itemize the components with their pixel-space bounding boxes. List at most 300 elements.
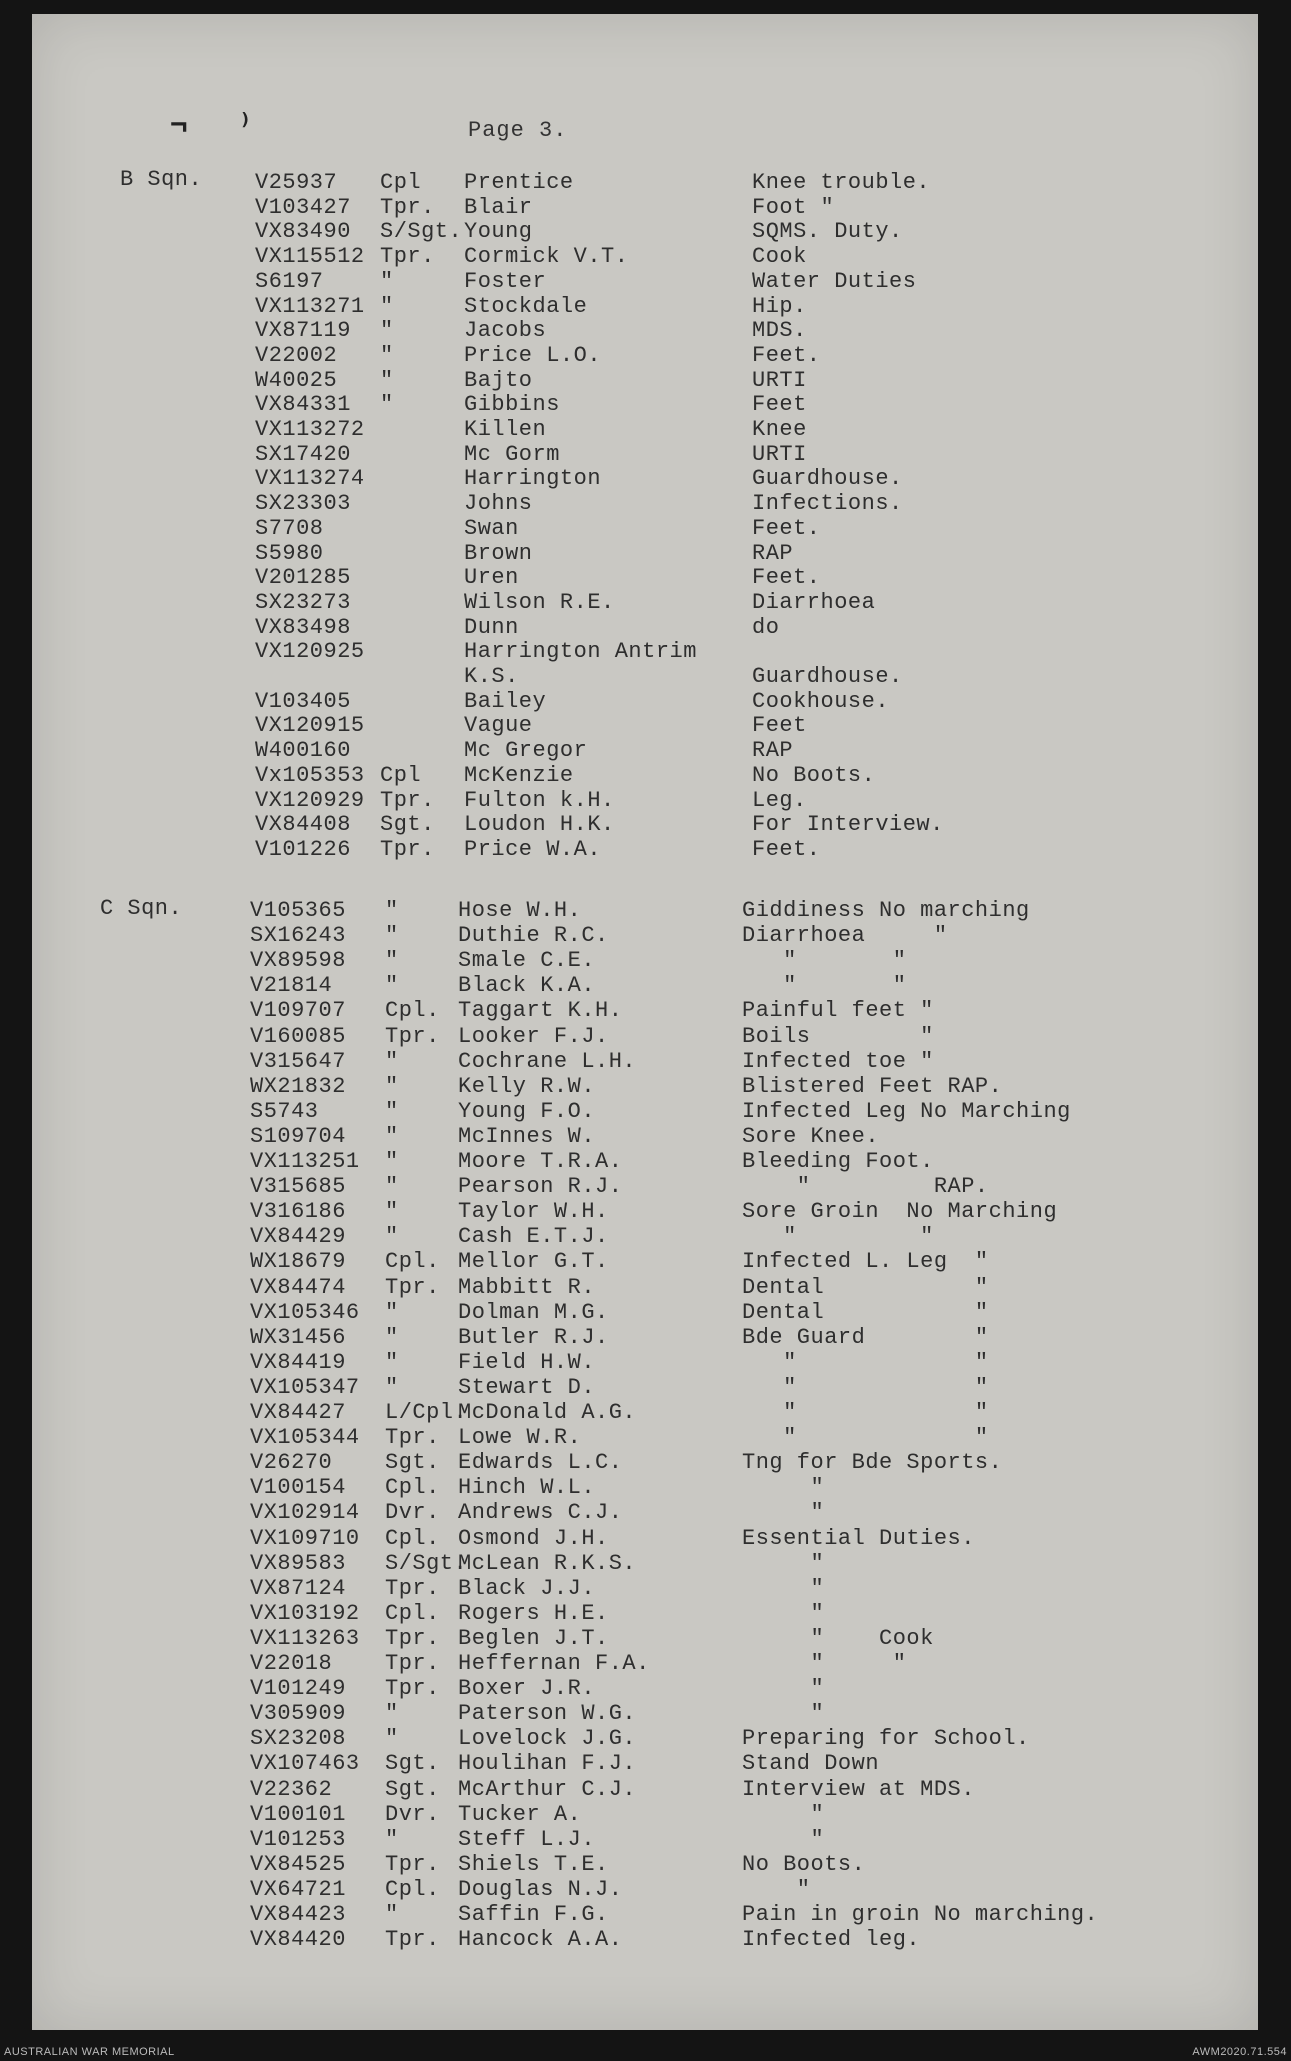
name: Duthie R.C.: [458, 923, 609, 949]
c-sqn-label: C Sqn.: [100, 896, 183, 921]
name: K.S.: [464, 664, 519, 689]
rank: Cpl: [380, 762, 422, 788]
reason: Boils ": [742, 1023, 934, 1049]
record-row: [0, 1526, 1291, 1552]
record-row: [0, 1551, 1291, 1577]
reason: ": [742, 1475, 825, 1501]
reason: RAP: [752, 738, 794, 764]
rank: Dvr.: [385, 1801, 440, 1827]
name: Mc Gorm: [464, 441, 560, 467]
reason: Bleeding Foot.: [742, 1149, 934, 1174]
service-number: V316186: [250, 1199, 346, 1225]
rank: Sgt.: [385, 1776, 440, 1802]
page-title: Page 3.: [468, 118, 568, 143]
reason: " ": [742, 1425, 989, 1451]
reason: Pain in groin No marching.: [742, 1902, 1099, 1927]
reason: Painful feet ": [742, 998, 934, 1024]
record-row: [0, 639, 1291, 665]
name: Moore T.R.A.: [458, 1149, 623, 1174]
service-number: SX23208: [250, 1726, 346, 1752]
b-sqn-label: B Sqn.: [120, 167, 203, 192]
service-number: V100101: [250, 1801, 346, 1827]
reason: Infected toe ": [742, 1048, 934, 1074]
name: Andrews C.J.: [458, 1500, 623, 1526]
service-number: W40025: [255, 367, 338, 393]
record-row: [0, 219, 1291, 245]
record-row: [0, 466, 1291, 492]
name: Steff L.J.: [458, 1826, 596, 1852]
rank: Sgt.: [385, 1450, 440, 1476]
name: Cormick V.T.: [464, 244, 629, 270]
name: Vague: [464, 713, 533, 739]
rank: Cpl.: [385, 1876, 440, 1902]
rank: ": [380, 367, 394, 393]
name: Heffernan F.A.: [458, 1651, 650, 1676]
reason: No Boots.: [752, 762, 876, 788]
record-row: [0, 1375, 1291, 1401]
name: Cochrane L.H.: [458, 1048, 637, 1074]
rank: ": [385, 1149, 399, 1174]
service-number: SX17420: [255, 441, 351, 467]
service-number: VX84419: [250, 1349, 346, 1375]
record-row: [0, 392, 1291, 418]
service-number: VX84427: [250, 1400, 346, 1425]
name: Bailey: [464, 688, 547, 714]
service-number: VX120925: [255, 639, 365, 665]
service-number: VX64721: [250, 1876, 346, 1902]
reason: No Boots.: [742, 1851, 866, 1877]
name: Butler R.J.: [458, 1324, 609, 1350]
record-row: [0, 763, 1291, 789]
ink-mark-right: ⁾: [236, 111, 255, 145]
name: Taylor W.H.: [458, 1199, 609, 1225]
service-number: V101253: [250, 1826, 346, 1852]
record-row: [0, 1626, 1291, 1652]
record-row: [0, 343, 1291, 369]
service-number: V101249: [250, 1676, 346, 1702]
rank: L/Cpl.: [385, 1400, 468, 1425]
name: Mc Gregor: [464, 738, 588, 764]
reason: Stand Down: [742, 1751, 880, 1777]
record-row: [0, 1224, 1291, 1250]
record-row: [0, 442, 1291, 468]
record-row: [0, 1475, 1291, 1501]
rank: ": [385, 1902, 399, 1927]
record-row: [0, 294, 1291, 320]
record-row: [0, 1802, 1291, 1828]
reason: Cook: [752, 244, 807, 270]
record-row: [0, 1576, 1291, 1602]
name: Price W.A.: [464, 836, 602, 862]
reason: ": [742, 1801, 825, 1827]
rank: Tpr.: [385, 1851, 440, 1877]
record-row: [0, 368, 1291, 394]
service-number: VX113251: [250, 1149, 360, 1174]
name: McLean R.K.S.: [458, 1550, 637, 1576]
record-row: [0, 1325, 1291, 1351]
name: Paterson W.G.: [458, 1701, 637, 1727]
record-row: [0, 1300, 1291, 1326]
service-number: VX105346: [250, 1299, 360, 1325]
record-row: [0, 998, 1291, 1024]
name: Stewart D.: [458, 1374, 596, 1400]
rank: ": [385, 1048, 399, 1074]
record-row: [0, 318, 1291, 344]
name: Field H.W.: [458, 1349, 596, 1375]
record-row: [0, 788, 1291, 814]
record-row: [0, 1777, 1291, 1803]
name: Stockdale: [464, 293, 588, 319]
record-row: [0, 417, 1291, 443]
reason: For Interview.: [752, 812, 944, 838]
name: Tucker A.: [458, 1801, 582, 1827]
name: Foster: [464, 268, 547, 294]
service-number: VX102914: [250, 1500, 360, 1526]
service-number: SX23273: [255, 589, 351, 615]
rank: Tpr.: [385, 1274, 440, 1300]
record-row: [0, 1425, 1291, 1451]
service-number: V201285: [255, 565, 351, 591]
reason: " ": [742, 1374, 989, 1400]
name: Killen: [464, 417, 547, 442]
name: Looker F.J.: [458, 1023, 609, 1049]
reason: " ": [742, 1651, 907, 1676]
rank: Tpr.: [380, 836, 435, 862]
service-number: VX120929: [255, 787, 365, 813]
service-number: S109704: [250, 1123, 346, 1149]
service-number: VX89598: [250, 948, 346, 974]
record-row: [0, 1275, 1291, 1301]
name: Blair: [464, 194, 533, 220]
reason: Infections.: [752, 491, 903, 517]
service-number: VX84429: [250, 1224, 346, 1250]
rank: ": [380, 268, 394, 294]
reason: Diarrhoea ": [742, 923, 948, 949]
record-row: [0, 1149, 1291, 1175]
reason: Essential Duties.: [742, 1525, 975, 1551]
service-number: W400160: [255, 738, 351, 764]
footer-right: AWM2020.71.554: [1192, 2046, 1287, 2058]
service-number: WX18679: [250, 1249, 346, 1275]
record-row: [0, 491, 1291, 517]
name: Bajto: [464, 367, 533, 393]
record-row: [0, 565, 1291, 591]
name: McDonald A.G.: [458, 1400, 637, 1425]
service-number: V22002: [255, 342, 338, 368]
rank: ": [385, 1199, 399, 1225]
name: Wilson R.E.: [464, 589, 615, 615]
reason: ": [742, 1500, 825, 1526]
reason: Interview at MDS.: [742, 1776, 975, 1802]
rank: Sgt.: [380, 812, 435, 838]
service-number: VX83498: [255, 614, 351, 640]
name: Hinch W.L.: [458, 1475, 596, 1501]
service-number: VX113272: [255, 417, 365, 442]
reason: RAP: [752, 540, 794, 566]
reason: Guardhouse.: [752, 466, 903, 492]
record-row: [0, 1450, 1291, 1476]
service-number: VX103192: [250, 1600, 360, 1626]
name: Black J.J.: [458, 1575, 596, 1601]
service-number: V103405: [255, 688, 351, 714]
rank: Tpr.: [385, 1651, 440, 1676]
service-number: VX113263: [250, 1625, 360, 1651]
record-row: [0, 516, 1291, 542]
record-row: [0, 590, 1291, 616]
reason: do: [752, 614, 780, 640]
name: Saffin F.G.: [458, 1902, 609, 1927]
reason: " ": [742, 1349, 989, 1375]
reason: Sore Groin No Marching: [742, 1199, 1058, 1225]
rank: ": [385, 1826, 399, 1852]
rank: Cpl: [380, 170, 422, 195]
record-row: [0, 1751, 1291, 1777]
rank: ": [385, 1299, 399, 1325]
reason: Feet.: [752, 515, 821, 541]
rank: Tpr.: [385, 1625, 440, 1651]
reason: " ": [742, 1400, 989, 1425]
reason: Bde Guard ": [742, 1324, 989, 1350]
rank: Tpr.: [385, 1425, 440, 1451]
reason: " ": [742, 1224, 934, 1250]
reason: Cookhouse.: [752, 688, 890, 714]
record-row: [0, 1124, 1291, 1150]
service-number: Vx105353: [255, 762, 365, 788]
record-row: [0, 269, 1291, 295]
rank: ": [385, 1098, 399, 1124]
service-number: S6197: [255, 268, 324, 294]
service-number: VX84525: [250, 1851, 346, 1877]
record-row: [0, 1827, 1291, 1853]
reason: Feet.: [752, 565, 821, 591]
record-row: [0, 1049, 1291, 1075]
name: Prentice: [464, 170, 574, 195]
service-number: VX113271: [255, 293, 365, 319]
rank: Cpl.: [385, 998, 440, 1024]
name: Mellor G.T.: [458, 1249, 609, 1275]
service-number: VX84474: [250, 1274, 346, 1300]
rank: ": [385, 973, 399, 999]
name: Pearson R.J.: [458, 1174, 623, 1200]
record-row: [0, 615, 1291, 641]
service-number: VX107463: [250, 1751, 360, 1777]
rank: ": [385, 948, 399, 974]
service-number: V103427: [255, 194, 351, 220]
reason: " Cook: [742, 1625, 934, 1651]
reason: Dental ": [742, 1274, 989, 1300]
record-row: [0, 948, 1291, 974]
service-number: V101226: [255, 836, 351, 862]
record-row: [0, 1726, 1291, 1752]
name: Loudon H.K.: [464, 812, 615, 838]
record-row: [0, 1500, 1291, 1526]
rank: Tpr.: [385, 1023, 440, 1049]
service-number: VX84423: [250, 1902, 346, 1927]
reason: Sore Knee.: [742, 1123, 880, 1149]
name: Brown: [464, 540, 533, 566]
rank: Dvr.: [385, 1500, 440, 1526]
name: Dunn: [464, 614, 519, 640]
service-number: VX87124: [250, 1575, 346, 1601]
name: McInnes W.: [458, 1123, 596, 1149]
record-row: [0, 898, 1291, 924]
rank: ": [385, 1701, 399, 1727]
name: McKenzie: [464, 762, 574, 788]
name: Lowe W.R.: [458, 1425, 582, 1451]
service-number: V25937: [255, 170, 338, 195]
name: Dolman M.G.: [458, 1299, 609, 1325]
rank: ": [385, 923, 399, 949]
reason: Giddiness No marching: [742, 898, 1030, 923]
name: Smale C.E.: [458, 948, 596, 974]
service-number: VX120915: [255, 713, 365, 739]
name: Douglas N.J.: [458, 1876, 623, 1902]
service-number: V315647: [250, 1048, 346, 1074]
reason: ": [742, 1676, 825, 1702]
service-number: S7708: [255, 515, 324, 541]
record-row: [0, 1701, 1291, 1727]
rank: ": [385, 1174, 399, 1200]
record-row: [0, 1651, 1291, 1677]
reason: Infected L. Leg ": [742, 1249, 989, 1275]
name: Edwards L.C.: [458, 1450, 623, 1476]
service-number: WX31456: [250, 1324, 346, 1350]
name: Young: [464, 219, 533, 245]
service-number: V160085: [250, 1023, 346, 1049]
reason: ": [742, 1826, 825, 1852]
rank: ": [385, 1349, 399, 1375]
record-row: [0, 973, 1291, 999]
service-number: V22362: [250, 1776, 333, 1802]
name: Uren: [464, 565, 519, 591]
reason: Blistered Feet RAP.: [742, 1073, 1003, 1099]
service-number: S5980: [255, 540, 324, 566]
reason: ": [742, 1600, 825, 1626]
rank: ": [385, 1123, 399, 1149]
reason: URTI: [752, 441, 807, 467]
record-row: [0, 689, 1291, 715]
service-number: V22018: [250, 1651, 333, 1676]
reason: Feet.: [752, 836, 821, 862]
reason: " ": [742, 948, 907, 974]
service-number: V109707: [250, 998, 346, 1024]
record-row: [0, 1099, 1291, 1125]
record-row: [0, 1400, 1291, 1426]
name: Jacobs: [464, 318, 547, 344]
name: Black K.A.: [458, 973, 596, 999]
name: Swan: [464, 515, 519, 541]
reason: Preparing for School.: [742, 1726, 1030, 1752]
reason: Knee trouble.: [752, 170, 931, 195]
service-number: VX105344: [250, 1425, 360, 1451]
name: Young F.O.: [458, 1098, 596, 1124]
record-row: [0, 1601, 1291, 1627]
rank: S/Sgt.: [380, 219, 463, 245]
footer-left: AUSTRALIAN WAR MEMORIAL: [4, 2046, 175, 2058]
name: McArthur C.J.: [458, 1776, 637, 1802]
record-row: [0, 541, 1291, 567]
service-number: VX87119: [255, 318, 351, 344]
reason: Water Duties: [752, 268, 917, 294]
name: Hancock A.A.: [458, 1927, 623, 1953]
name: Harrington Antrim: [464, 639, 697, 665]
service-number: V315685: [250, 1174, 346, 1200]
record-row: [0, 1852, 1291, 1878]
name: Osmond J.H.: [458, 1525, 609, 1551]
reason: URTI: [752, 367, 807, 393]
service-number: V26270: [250, 1450, 333, 1476]
reason: Knee: [752, 417, 807, 442]
rank: ": [385, 1726, 399, 1752]
reason: Foot ": [752, 194, 835, 220]
service-number: VX89583: [250, 1550, 346, 1576]
reason: ": [742, 1575, 825, 1601]
rank: Tpr.: [380, 244, 435, 270]
service-number: VX109710: [250, 1525, 360, 1551]
rank: ": [385, 1224, 399, 1250]
record-row: [0, 1249, 1291, 1275]
reason: Hip.: [752, 293, 807, 319]
name: Houlihan F.J.: [458, 1751, 637, 1777]
reason: Feet: [752, 392, 807, 418]
rank: ": [385, 1324, 399, 1350]
service-number: V21814: [250, 973, 333, 999]
record-row: [0, 1877, 1291, 1903]
record-row: [0, 837, 1291, 863]
record-row: [0, 170, 1291, 196]
record-row: [0, 1927, 1291, 1953]
service-number: V305909: [250, 1701, 346, 1727]
name: Beglen J.T.: [458, 1625, 609, 1651]
name: Mabbitt R.: [458, 1274, 596, 1300]
rank: ": [380, 392, 394, 418]
name: Harrington: [464, 466, 602, 492]
reason: Infected Leg No Marching: [742, 1098, 1071, 1124]
rank: Tpr.: [385, 1676, 440, 1702]
reason: ": [742, 1550, 825, 1576]
name: Taggart K.H.: [458, 998, 623, 1024]
rank: S/Sgt.: [385, 1550, 468, 1576]
reason: SQMS. Duty.: [752, 219, 903, 245]
rank: ": [380, 342, 394, 368]
name: Shiels T.E.: [458, 1851, 609, 1877]
name: Boxer J.R.: [458, 1676, 596, 1702]
reason: MDS.: [752, 318, 807, 344]
rank: ": [380, 293, 394, 319]
rank: Sgt.: [385, 1751, 440, 1777]
rank: Cpl.: [385, 1525, 440, 1551]
reason: " ": [742, 973, 907, 999]
service-number: WX21832: [250, 1073, 346, 1099]
name: Kelly R.W.: [458, 1073, 596, 1099]
record-row: [0, 664, 1291, 690]
name: Cash E.T.J.: [458, 1224, 609, 1250]
name: Johns: [464, 491, 533, 517]
name: Rogers H.E.: [458, 1600, 609, 1626]
rank: ": [385, 898, 399, 923]
rank: Cpl.: [385, 1249, 440, 1275]
service-number: S5743: [250, 1098, 319, 1124]
service-number: VX84408: [255, 812, 351, 838]
record-row: [0, 738, 1291, 764]
ink-mark-left: ¬: [170, 110, 189, 144]
reason: Guardhouse.: [752, 664, 903, 689]
reason: ": [742, 1876, 811, 1902]
service-number: VX84420: [250, 1927, 346, 1953]
service-number: VX105347: [250, 1374, 360, 1400]
rank: Tpr.: [385, 1927, 440, 1953]
record-row: [0, 1074, 1291, 1100]
